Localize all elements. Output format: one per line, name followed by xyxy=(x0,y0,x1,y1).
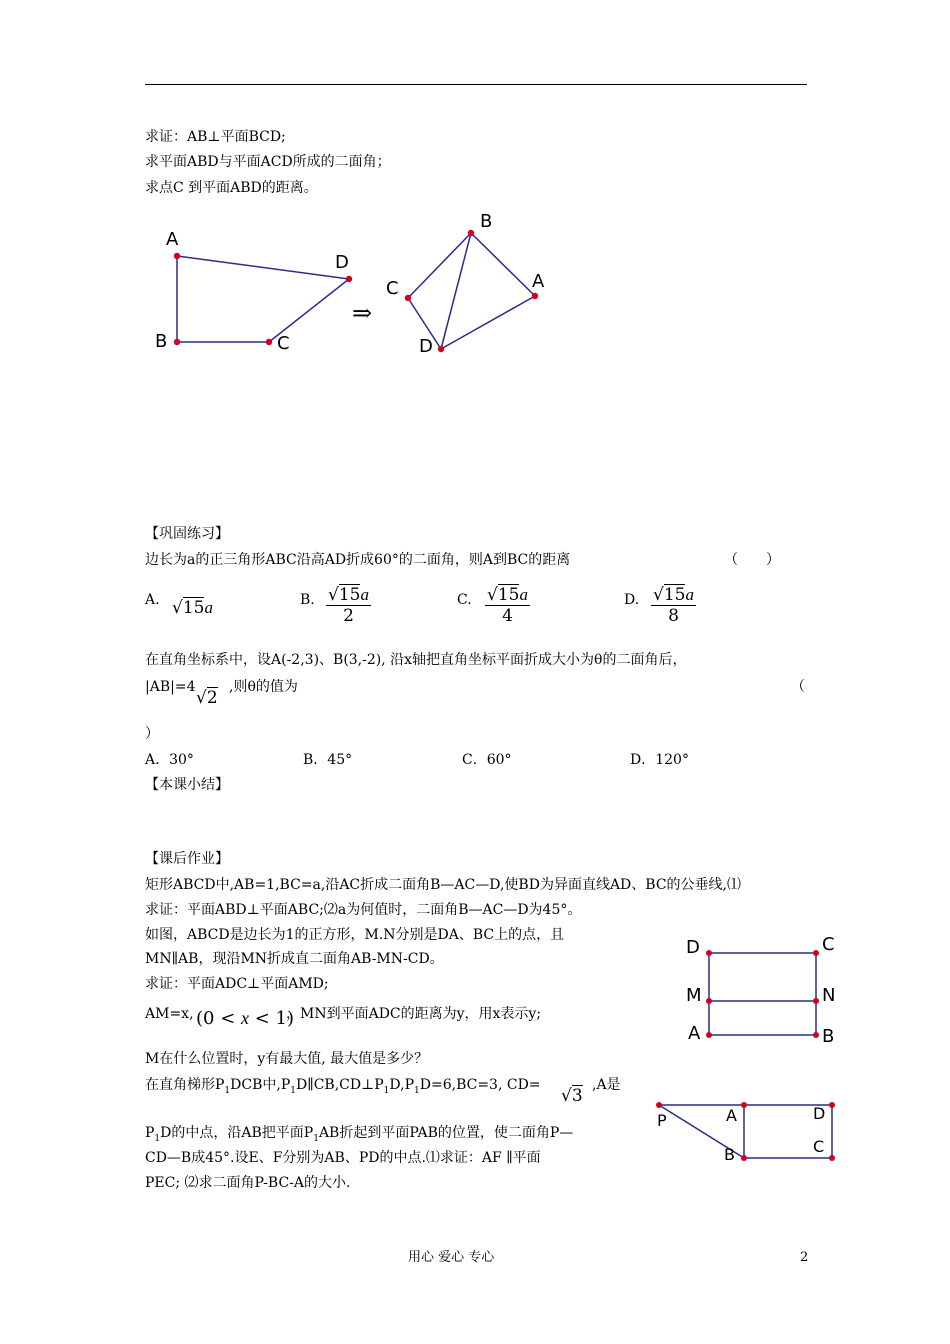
hw-p1-line2: 求证：平面ABD⊥平面ABC;⑵a为何值时，二面角B—AC—D为45°。 xyxy=(145,902,582,918)
label-d: D xyxy=(686,937,700,958)
q2-option-a: A．30° xyxy=(145,752,194,768)
q1-option-a-value: √15a xyxy=(172,598,213,618)
label-p: P xyxy=(657,1111,667,1130)
label-b-right: B xyxy=(480,211,493,232)
label-d-left: D xyxy=(335,252,349,273)
label-c-left: C xyxy=(277,333,290,354)
label-n: N xyxy=(822,985,836,1006)
page-number: 2 xyxy=(800,1250,809,1265)
practice-q1-paren: （ ） xyxy=(724,552,780,568)
q1-option-b-value: $\frac{√15a}{2}$ xyxy=(328,585,369,626)
label-m: M xyxy=(686,985,702,1006)
hw-p3-line1f: ,A是 xyxy=(592,1077,621,1093)
label-b: B xyxy=(822,1026,835,1047)
hw-p3-line2: $P_1D$的中点，沿AB把平面$P_1AB$折起到平面PAB的位置，使二面角P— xyxy=(145,1125,574,1144)
problem-line-3: 求点C 到平面ABD的距离。 xyxy=(145,180,318,196)
label-c-trap: C xyxy=(813,1137,825,1156)
point-d-trap xyxy=(829,1102,835,1108)
label-d-trap: D xyxy=(813,1104,826,1123)
point-b-trap xyxy=(741,1155,747,1161)
hw-p2-line1: 如图，ABCD是边长为1的正方形，M.N分别是DA、BC上的点，且 xyxy=(145,927,565,943)
point-a-trap xyxy=(741,1102,747,1108)
q1-option-d-value: $\frac{√15a}{8}$ xyxy=(653,585,694,626)
q2-option-d: D．120° xyxy=(630,752,689,768)
label-b-trap: B xyxy=(724,1145,735,1164)
practice-q2-paren-open: （ xyxy=(791,679,805,695)
hw-p2-line5: M在什么位置时，y有最大值, 最大值是多少？ xyxy=(145,1051,429,1067)
practice-q2-sqrt2: √2 xyxy=(196,688,218,708)
q1-option-a-label: A. xyxy=(145,592,160,608)
label-d-right: D xyxy=(419,336,433,357)
q1-option-d-label: D. xyxy=(624,592,640,608)
footer-slogan: 用心 爱心 专心 xyxy=(408,1250,495,1265)
practice-q2-line1: 在直角坐标系中，设A(-2,3)、B(3,-2), 沿x轴把直角坐标平面折成大小为θ的二面角后， xyxy=(145,652,687,668)
label-a-trap: A xyxy=(726,1106,737,1125)
label-a-left: A xyxy=(166,229,179,250)
hw-p3-sqrt3: √3 xyxy=(561,1086,583,1106)
practice-heading: 【巩固练习】 xyxy=(145,526,229,542)
trapezoid-pdcb xyxy=(659,1105,832,1158)
implies-arrow: ⇒ xyxy=(352,299,373,327)
label-b-left: B xyxy=(155,331,168,352)
hw-p2-line4b: ，MN到平面ADC的距离为y，用x表示y; xyxy=(286,1006,542,1022)
hw-p3-line1: 在直角梯形$P_1DCB$中$,P_1D\parallel CB,CD\perp P_1D,P_1D=6,BC=3$, CD= xyxy=(145,1077,541,1096)
summary-heading: 【本课小结】 xyxy=(145,777,229,793)
point-c-trap xyxy=(829,1155,835,1161)
hw-p3-line3: CD—B成45°.设E、F分别为AB、PD的中点.⑴求证：AF ∥平面 xyxy=(145,1150,541,1166)
q2-option-c: C．60° xyxy=(462,752,512,768)
hw-p2-line4a: AM=x, xyxy=(145,1006,194,1022)
hw-p2-line2: MN∥AB，现沿MN折成直二面角AB-MN-CD。 xyxy=(145,951,444,967)
label-c-right: C xyxy=(386,278,399,299)
practice-q2-paren-close: ） xyxy=(145,726,159,742)
problem-line-1: 求证：AB⊥平面BCD; xyxy=(145,129,286,145)
label-a: A xyxy=(688,1023,701,1044)
hw-p1-line1: 矩形ABCD中,AB=1,BC=a,沿AC折成二面角B—AC—D,使BD为异面直线AD、BC的公垂线,⑴ xyxy=(145,877,741,893)
practice-q2-line2b: ,则θ的值为 xyxy=(229,679,298,695)
hw-p3-line4: PEC; ⑵求二面角P-BC-A的大小. xyxy=(145,1175,351,1191)
point-p xyxy=(656,1102,662,1108)
homework-heading: 【课后作业】 xyxy=(145,851,229,867)
q2-option-b: B．45° xyxy=(303,752,353,768)
label-c: C xyxy=(822,934,835,955)
q1-option-c-label: C. xyxy=(457,592,472,608)
practice-q2-line2a: |AB|=4 xyxy=(145,679,196,695)
practice-q1-text: 边长为a的正三角形ABC沿高AD折成60°的二面角，则A到BC的距离 xyxy=(145,552,571,568)
hw-p2-line3: 求证：平面ADC⊥平面AMD; xyxy=(145,976,329,992)
problem-line-2: 求平面ABD与平面ACD所成的二面角； xyxy=(145,154,391,170)
q1-option-c-value: $\frac{√15a}{4}$ xyxy=(487,585,528,626)
label-a-right: A xyxy=(532,271,545,292)
q1-option-b-label: B. xyxy=(300,592,315,608)
hw-p2-inequality: (0 < x < 1) xyxy=(196,1008,295,1029)
